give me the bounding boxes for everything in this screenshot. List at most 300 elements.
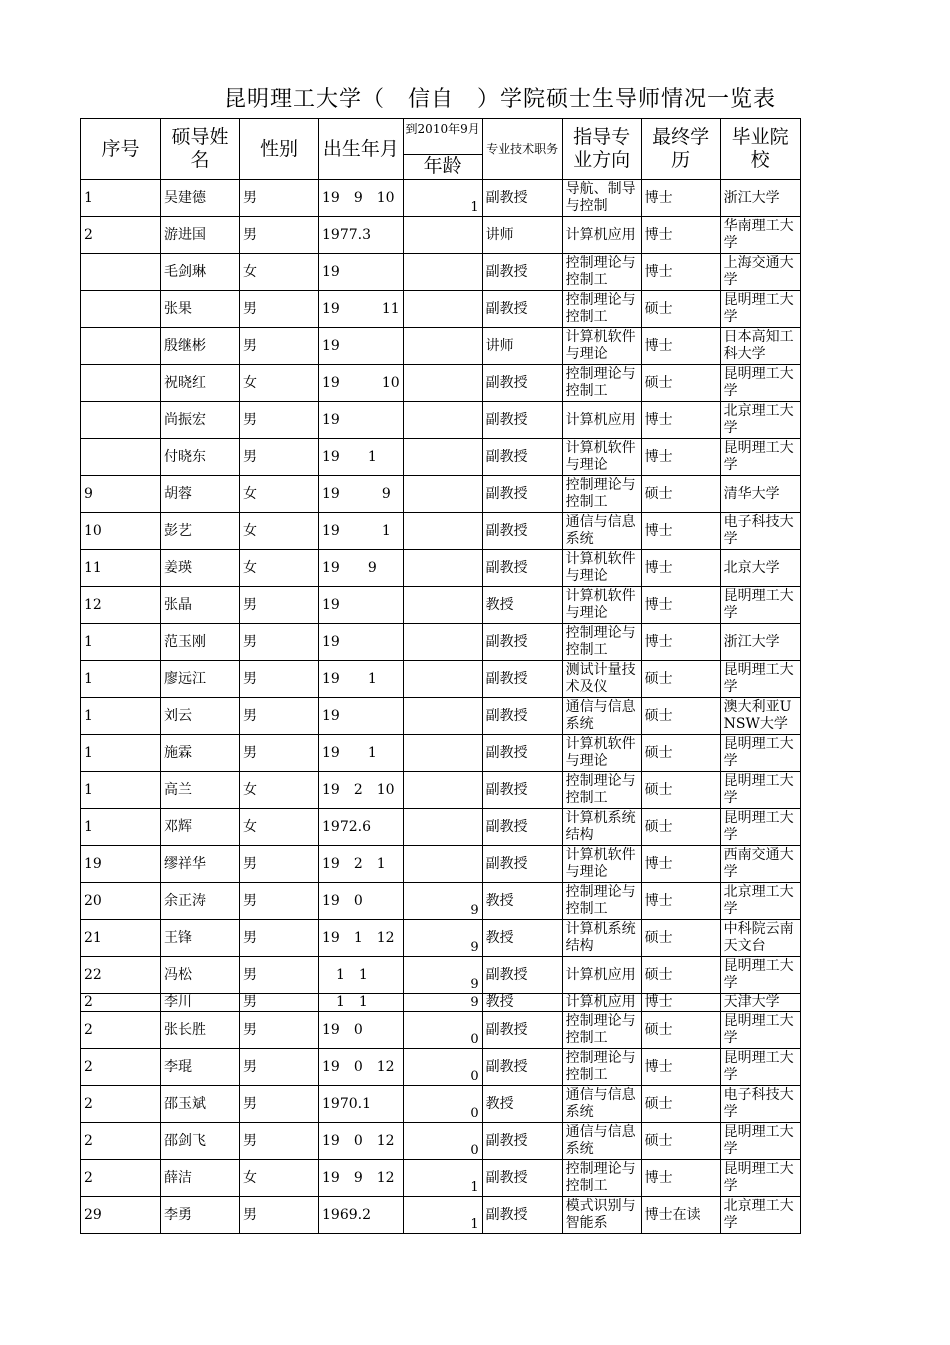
cell-degree: 博士	[641, 254, 720, 291]
cell-school: 昆明理工大学	[720, 1123, 800, 1160]
cell-age	[403, 550, 482, 587]
cell-seq: 11	[81, 550, 161, 587]
table-row	[81, 180, 801, 217]
cell-name: 李勇	[161, 1197, 240, 1234]
cell-direction: 计算机系统结构	[562, 809, 641, 846]
table-row	[81, 698, 801, 735]
cell-school: 昆明理工大学	[720, 661, 800, 698]
header-school: 毕业院校	[720, 119, 800, 180]
cell-age	[403, 772, 482, 809]
cell-school: 昆明理工大学	[720, 1012, 800, 1049]
header-title: 专业技术职务	[482, 119, 562, 180]
table-row	[81, 1086, 801, 1123]
cell-title: 教授	[482, 587, 562, 624]
cell-age: 1	[403, 180, 482, 217]
cell-name: 殷继彬	[161, 328, 240, 365]
table-row	[81, 550, 801, 587]
cell-birth: 19 1 12	[319, 920, 404, 957]
cell-gender: 男	[240, 587, 319, 624]
cell-title: 教授	[482, 883, 562, 920]
header-age	[403, 119, 482, 180]
table-row	[81, 772, 801, 809]
cell-age: 9	[403, 920, 482, 957]
cell-name: 张果	[161, 291, 240, 328]
cell-name: 吴建德	[161, 180, 240, 217]
cell-school: 上海交通大学	[720, 254, 800, 291]
cell-birth: 19 10	[319, 365, 404, 402]
cell-degree: 硕士	[641, 1123, 720, 1160]
cell-school: 澳大利亚UNSW大学	[720, 698, 800, 735]
cell-gender: 女	[240, 1160, 319, 1197]
cell-seq: 2	[81, 217, 161, 254]
cell-age	[403, 402, 482, 439]
cell-seq: 21	[81, 920, 161, 957]
cell-gender: 男	[240, 1197, 319, 1234]
cell-gender: 男	[240, 735, 319, 772]
cell-direction: 测试计量技术及仪	[562, 661, 641, 698]
cell-direction: 计算机应用	[562, 217, 641, 254]
cell-age	[403, 809, 482, 846]
cell-gender: 男	[240, 217, 319, 254]
cell-birth: 19 1	[319, 661, 404, 698]
cell-seq: 2	[81, 1160, 161, 1197]
cell-degree: 硕士	[641, 1012, 720, 1049]
cell-age	[403, 513, 482, 550]
cell-birth: 19 0	[319, 1012, 404, 1049]
cell-birth: 19 2 1	[319, 846, 404, 883]
cell-seq: 1	[81, 809, 161, 846]
cell-birth: 19 1	[319, 439, 404, 476]
table-row	[81, 661, 801, 698]
cell-degree: 博士	[641, 550, 720, 587]
cell-seq: 1	[81, 772, 161, 809]
cell-gender: 女	[240, 365, 319, 402]
cell-school: 华南理工大学	[720, 217, 800, 254]
cell-seq: 2	[81, 1012, 161, 1049]
cell-seq: 19	[81, 846, 161, 883]
cell-title: 副教授	[482, 439, 562, 476]
header-birth: 出生年月	[319, 119, 404, 180]
cell-name: 彭艺	[161, 513, 240, 550]
cell-degree: 博士	[641, 328, 720, 365]
table-row	[81, 439, 801, 476]
cell-degree: 博士	[641, 439, 720, 476]
cell-school: 昆明理工大学	[720, 772, 800, 809]
cell-direction: 计算机软件与理论	[562, 735, 641, 772]
cell-gender: 女	[240, 513, 319, 550]
cell-degree: 硕士	[641, 476, 720, 513]
cell-birth: 19 9 12	[319, 1160, 404, 1197]
cell-birth: 1969.2	[319, 1197, 404, 1234]
cell-title: 副教授	[482, 957, 562, 994]
cell-direction: 计算机软件与理论	[562, 328, 641, 365]
table-row	[81, 291, 801, 328]
cell-age: 0	[403, 1012, 482, 1049]
table-row	[81, 1197, 801, 1234]
cell-degree: 博士	[641, 846, 720, 883]
cell-name: 尚振宏	[161, 402, 240, 439]
cell-title: 副教授	[482, 1197, 562, 1234]
cell-birth: 19	[319, 254, 404, 291]
table-row	[81, 402, 801, 439]
table-row	[81, 254, 801, 291]
cell-birth: 19 9 10	[319, 180, 404, 217]
cell-age	[403, 328, 482, 365]
cell-direction: 通信与信息系统	[562, 698, 641, 735]
cell-title: 副教授	[482, 1012, 562, 1049]
table-row	[81, 735, 801, 772]
cell-school: 西南交通大学	[720, 846, 800, 883]
cell-seq: 2	[81, 1086, 161, 1123]
cell-name: 胡蓉	[161, 476, 240, 513]
cell-age: 1	[403, 1197, 482, 1234]
cell-direction: 计算机软件与理论	[562, 846, 641, 883]
cell-seq: 1	[81, 180, 161, 217]
cell-age	[403, 476, 482, 513]
cell-direction: 计算机应用	[562, 402, 641, 439]
cell-age: 9	[403, 883, 482, 920]
cell-age	[403, 735, 482, 772]
cell-name: 冯松	[161, 957, 240, 994]
cell-name: 缪祥华	[161, 846, 240, 883]
table-row	[81, 1049, 801, 1086]
cell-degree: 硕士	[641, 1086, 720, 1123]
cell-direction: 控制理论与控制工	[562, 772, 641, 809]
cell-direction: 计算机应用	[562, 994, 641, 1012]
cell-title: 副教授	[482, 365, 562, 402]
cell-title: 副教授	[482, 402, 562, 439]
cell-age: 1	[403, 1160, 482, 1197]
cell-degree: 博士在读	[641, 1197, 720, 1234]
table-row	[81, 1160, 801, 1197]
cell-degree: 硕士	[641, 291, 720, 328]
cell-gender: 男	[240, 624, 319, 661]
cell-birth: 19 9	[319, 476, 404, 513]
cell-birth: 19 2 10	[319, 772, 404, 809]
cell-title: 副教授	[482, 291, 562, 328]
cell-seq: 2	[81, 1049, 161, 1086]
cell-degree: 博士	[641, 994, 720, 1012]
cell-title: 副教授	[482, 846, 562, 883]
cell-gender: 男	[240, 439, 319, 476]
cell-degree: 博士	[641, 180, 720, 217]
cell-school: 电子科技大学	[720, 1086, 800, 1123]
cell-school: 日本高知工科大学	[720, 328, 800, 365]
cell-seq: 20	[81, 883, 161, 920]
cell-age	[403, 624, 482, 661]
cell-name: 邵玉斌	[161, 1086, 240, 1123]
cell-seq: 1	[81, 624, 161, 661]
table-row	[81, 957, 801, 994]
cell-degree: 硕士	[641, 920, 720, 957]
cell-school: 昆明理工大学	[720, 957, 800, 994]
advisor-table	[80, 118, 801, 1234]
cell-name: 余正涛	[161, 883, 240, 920]
table-row	[81, 846, 801, 883]
cell-seq	[81, 439, 161, 476]
cell-seq: 9	[81, 476, 161, 513]
cell-age	[403, 587, 482, 624]
cell-title: 副教授	[482, 180, 562, 217]
cell-degree: 博士	[641, 217, 720, 254]
cell-gender: 男	[240, 1012, 319, 1049]
cell-degree: 硕士	[641, 957, 720, 994]
table-row	[81, 1123, 801, 1160]
cell-birth: 1 1	[319, 957, 404, 994]
cell-title: 副教授	[482, 1049, 562, 1086]
cell-name: 毛剑琳	[161, 254, 240, 291]
cell-degree: 博士	[641, 402, 720, 439]
cell-title: 副教授	[482, 772, 562, 809]
cell-title: 副教授	[482, 254, 562, 291]
cell-gender: 女	[240, 476, 319, 513]
cell-name: 李川	[161, 994, 240, 1012]
cell-gender: 男	[240, 957, 319, 994]
cell-school: 昆明理工大学	[720, 809, 800, 846]
cell-name: 祝晓红	[161, 365, 240, 402]
cell-name: 王锋	[161, 920, 240, 957]
cell-title: 副教授	[482, 1160, 562, 1197]
cell-direction: 通信与信息系统	[562, 1086, 641, 1123]
cell-gender: 男	[240, 180, 319, 217]
cell-age	[403, 661, 482, 698]
cell-birth: 19 0 12	[319, 1123, 404, 1160]
cell-birth: 1 1	[319, 994, 404, 1012]
header-age-bottom: 年龄	[423, 155, 462, 177]
cell-name: 张长胜	[161, 1012, 240, 1049]
cell-name: 薛洁	[161, 1160, 240, 1197]
cell-gender: 男	[240, 883, 319, 920]
table-row	[81, 587, 801, 624]
table-row	[81, 809, 801, 846]
cell-direction: 导航、制导与控制	[562, 180, 641, 217]
cell-name: 高兰	[161, 772, 240, 809]
cell-age	[403, 698, 482, 735]
cell-school: 昆明理工大学	[720, 365, 800, 402]
cell-gender: 男	[240, 698, 319, 735]
cell-birth: 19	[319, 402, 404, 439]
table-row	[81, 513, 801, 550]
cell-birth: 19 0	[319, 883, 404, 920]
cell-birth: 1977.3	[319, 217, 404, 254]
cell-seq	[81, 402, 161, 439]
header-name: 硕导姓名	[161, 119, 240, 180]
cell-school: 北京理工大学	[720, 1197, 800, 1234]
cell-school: 北京大学	[720, 550, 800, 587]
cell-age: 9	[403, 994, 482, 1012]
cell-degree: 硕士	[641, 365, 720, 402]
cell-age: 0	[403, 1086, 482, 1123]
cell-school: 昆明理工大学	[720, 439, 800, 476]
cell-direction: 计算机软件与理论	[562, 550, 641, 587]
cell-name: 邵剑飞	[161, 1123, 240, 1160]
cell-seq	[81, 254, 161, 291]
cell-school: 浙江大学	[720, 624, 800, 661]
cell-name: 游进国	[161, 217, 240, 254]
table-row	[81, 328, 801, 365]
cell-direction: 计算机软件与理论	[562, 439, 641, 476]
cell-age: 0	[403, 1049, 482, 1086]
header-gender: 性别	[240, 119, 319, 180]
cell-school: 中科院云南天文台	[720, 920, 800, 957]
cell-degree: 硕士	[641, 772, 720, 809]
cell-direction: 通信与信息系统	[562, 513, 641, 550]
cell-degree: 博士	[641, 1160, 720, 1197]
cell-name: 范玉刚	[161, 624, 240, 661]
cell-degree: 硕士	[641, 661, 720, 698]
cell-age	[403, 365, 482, 402]
header-direction: 指导专业方向	[562, 119, 641, 180]
cell-seq: 1	[81, 735, 161, 772]
cell-school: 天津大学	[720, 994, 800, 1012]
cell-direction: 控制理论与控制工	[562, 1160, 641, 1197]
cell-title: 副教授	[482, 661, 562, 698]
cell-name: 邓辉	[161, 809, 240, 846]
cell-seq	[81, 328, 161, 365]
cell-seq	[81, 365, 161, 402]
table-row	[81, 476, 801, 513]
cell-school: 昆明理工大学	[720, 291, 800, 328]
cell-title: 教授	[482, 920, 562, 957]
cell-seq: 2	[81, 1123, 161, 1160]
cell-title: 副教授	[482, 698, 562, 735]
cell-gender: 男	[240, 402, 319, 439]
cell-direction: 控制理论与控制工	[562, 1012, 641, 1049]
cell-name: 刘云	[161, 698, 240, 735]
cell-direction: 计算机软件与理论	[562, 587, 641, 624]
cell-seq: 22	[81, 957, 161, 994]
cell-age	[403, 217, 482, 254]
cell-gender: 男	[240, 1123, 319, 1160]
cell-school: 清华大学	[720, 476, 800, 513]
cell-gender: 男	[240, 920, 319, 957]
cell-school: 北京理工大学	[720, 402, 800, 439]
header-degree: 最终学历	[641, 119, 720, 180]
table-row	[81, 994, 801, 1012]
cell-age	[403, 439, 482, 476]
page-title: 昆明理工大学（ 信自 ）学院硕士生导师情况一览表	[224, 87, 777, 112]
cell-age	[403, 291, 482, 328]
cell-direction: 控制理论与控制工	[562, 476, 641, 513]
cell-name: 付晓东	[161, 439, 240, 476]
cell-age: 9	[403, 957, 482, 994]
cell-title: 教授	[482, 1086, 562, 1123]
cell-seq: 10	[81, 513, 161, 550]
cell-gender: 女	[240, 254, 319, 291]
cell-title: 副教授	[482, 809, 562, 846]
cell-title: 副教授	[482, 735, 562, 772]
cell-degree: 博士	[641, 587, 720, 624]
cell-birth: 19	[319, 698, 404, 735]
cell-gender: 男	[240, 291, 319, 328]
cell-birth: 19 1	[319, 513, 404, 550]
table-row	[81, 217, 801, 254]
cell-gender: 男	[240, 1049, 319, 1086]
cell-age	[403, 254, 482, 291]
cell-birth: 19	[319, 624, 404, 661]
cell-birth: 1970.1	[319, 1086, 404, 1123]
cell-school: 昆明理工大学	[720, 1160, 800, 1197]
cell-gender: 男	[240, 328, 319, 365]
cell-school: 电子科技大学	[720, 513, 800, 550]
cell-direction: 控制理论与控制工	[562, 624, 641, 661]
header-seq: 序号	[81, 119, 161, 180]
cell-birth: 19 9	[319, 550, 404, 587]
cell-birth: 19 0 12	[319, 1049, 404, 1086]
cell-school: 昆明理工大学	[720, 735, 800, 772]
table-row	[81, 624, 801, 661]
cell-name: 施霖	[161, 735, 240, 772]
cell-age: 0	[403, 1123, 482, 1160]
cell-school: 昆明理工大学	[720, 1049, 800, 1086]
cell-gender: 女	[240, 809, 319, 846]
cell-gender: 女	[240, 550, 319, 587]
table-row	[81, 365, 801, 402]
cell-direction: 控制理论与控制工	[562, 254, 641, 291]
cell-name: 张晶	[161, 587, 240, 624]
cell-degree: 硕士	[641, 698, 720, 735]
cell-direction: 计算机系统结构	[562, 920, 641, 957]
cell-school: 昆明理工大学	[720, 587, 800, 624]
cell-seq: 1	[81, 661, 161, 698]
table-row	[81, 883, 801, 920]
cell-degree: 硕士	[641, 735, 720, 772]
cell-gender: 男	[240, 661, 319, 698]
cell-gender: 男	[240, 1086, 319, 1123]
cell-degree: 博士	[641, 883, 720, 920]
cell-gender: 男	[240, 846, 319, 883]
cell-title: 副教授	[482, 624, 562, 661]
cell-school: 北京理工大学	[720, 883, 800, 920]
cell-title: 副教授	[482, 550, 562, 587]
cell-direction: 控制理论与控制工	[562, 1049, 641, 1086]
cell-seq	[81, 291, 161, 328]
cell-title: 副教授	[482, 1123, 562, 1160]
cell-seq: 12	[81, 587, 161, 624]
cell-title: 副教授	[482, 513, 562, 550]
cell-title: 讲师	[482, 328, 562, 365]
cell-birth: 19 11	[319, 291, 404, 328]
cell-direction: 计算机应用	[562, 957, 641, 994]
cell-title: 教授	[482, 994, 562, 1012]
table-body	[81, 180, 801, 1234]
cell-degree: 博士	[641, 1049, 720, 1086]
cell-name: 姜瑛	[161, 550, 240, 587]
cell-title: 讲师	[482, 217, 562, 254]
cell-school: 浙江大学	[720, 180, 800, 217]
table-row	[81, 1012, 801, 1049]
cell-age	[403, 846, 482, 883]
cell-seq: 2	[81, 994, 161, 1012]
header-age-top: 到2010年9月	[404, 119, 482, 155]
cell-direction: 模式识别与智能系	[562, 1197, 641, 1234]
cell-name: 李琨	[161, 1049, 240, 1086]
cell-birth: 19	[319, 587, 404, 624]
cell-degree: 博士	[641, 624, 720, 661]
cell-degree: 博士	[641, 513, 720, 550]
cell-direction: 控制理论与控制工	[562, 291, 641, 328]
cell-gender: 男	[240, 994, 319, 1012]
header-row	[81, 119, 801, 180]
cell-seq: 29	[81, 1197, 161, 1234]
cell-birth: 19 1	[319, 735, 404, 772]
cell-gender: 女	[240, 772, 319, 809]
cell-degree: 硕士	[641, 809, 720, 846]
table-row	[81, 920, 801, 957]
cell-title: 副教授	[482, 476, 562, 513]
cell-direction: 通信与信息系统	[562, 1123, 641, 1160]
cell-birth: 1972.6	[319, 809, 404, 846]
